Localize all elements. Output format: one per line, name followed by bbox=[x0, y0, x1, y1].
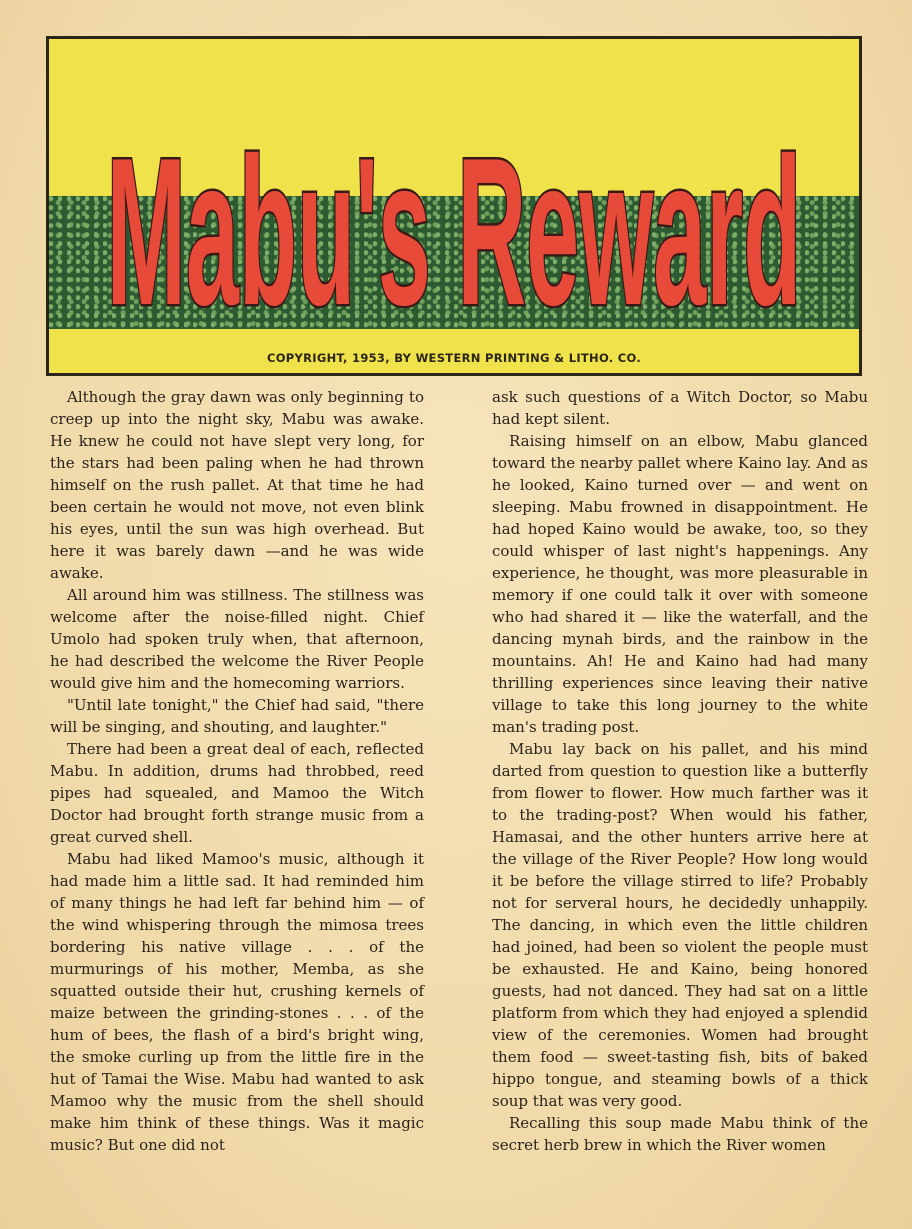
right-column bbox=[492, 386, 868, 1156]
paragraph: Mabu had liked Mamoo's music, although it had made him a little sad. It had reminded him of many things he had left far behind him — of the wind whispering through the mimosa trees bordering his native village . . . of the murmurings of his mother, Memba, as she squatted outside their hut, crushing kernels of maize between the grinding-stones . . . of the hum of bees, the flash of a bird's bright wing, the smoke curling up from the little fire in the hut of Tamai the Wise. Mabu had wanted to ask Mamoo why the music from the shell should make him think of these things. Was it magic music? But one did not bbox=[50, 850, 424, 1154]
paragraph: Raising himself on an elbow, Mabu glanced toward the nearby pallet where Kaino lay. And as he looked, Kaino turned over — and went on sleeping. Mabu frowned in disappointment. He had hoped Kaino would be awake, too, so they could whisper of last night's happenings. Any experience, he thought, was more pleasurable in memory if one could talk it over with someone who had shared it — like the waterfall, and the dancing mynah birds, and the rainbow in the mountains. Ah! He and Kaino had had many thrilling experiences since leaving their native village to take this long journey to the white man's trading post. bbox=[492, 432, 868, 736]
left-column bbox=[50, 386, 424, 1156]
paragraph: All around him was stillness. The stillness was welcome after the noise-filled night. Chief Umolo had spoken truly when, that afternoon, he had described the welcome the River People would give him and the homecoming warriors. bbox=[50, 586, 424, 692]
story-title: Mabu's Reward bbox=[106, 115, 802, 329]
paragraph: Although the gray dawn was only beginning to creep up into the night sky, Mabu was awake. He knew he could not have slept very long, for the stars had been paling when he had thrown himself on the rush pallet. At that time he had been certain he would not move, not even blink his eyes, until the sun was high overhead. But here it was barely dawn —and he was wide awake. bbox=[50, 388, 424, 582]
paragraph: ask such questions of a Witch Doctor, so Mabu had kept silent. bbox=[492, 388, 868, 428]
title-lettering bbox=[49, 79, 859, 329]
copyright-notice: COPYRIGHT, 1953, BY WESTERN PRINTING & LITHO. CO. bbox=[266, 351, 641, 365]
paragraph: "Until late tonight," the Chief had said, "there will be singing, and shouting, and laughter." bbox=[50, 696, 424, 736]
title-banner bbox=[46, 36, 862, 376]
paragraph: There had been a great deal of each, reflected Mabu. In addition, drums had throbbed, reed pipes had squealed, and Mamoo the Witch Doctor had brought forth strange music from a great curved shell. bbox=[50, 740, 424, 846]
paragraph: Recalling this soup made Mabu think of the secret herb brew in which the River women bbox=[492, 1114, 868, 1154]
paragraph: Mabu lay back on his pallet, and his mind darted from question to question like a butterfly from flower to flower. How much farther was it to the trading-post? When would his father, Hamasai, and the other hunters arrive here at the village of the River People? How long would it be before the village stirred to life? Probably not for serveral hours, he decidedly unhappily. The dancing, in which even the little children had joined, had been so violent the people must be exhausted. He and Kaino, being honored guests, had not danced. They had sat on a little platform from which they had enjoyed a splendid view of the ceremonies. Women had brought them food — sweet-tasting fish, bits of baked hippo tongue, and steaming bowls of a thick soup that was very good. bbox=[492, 740, 868, 1110]
